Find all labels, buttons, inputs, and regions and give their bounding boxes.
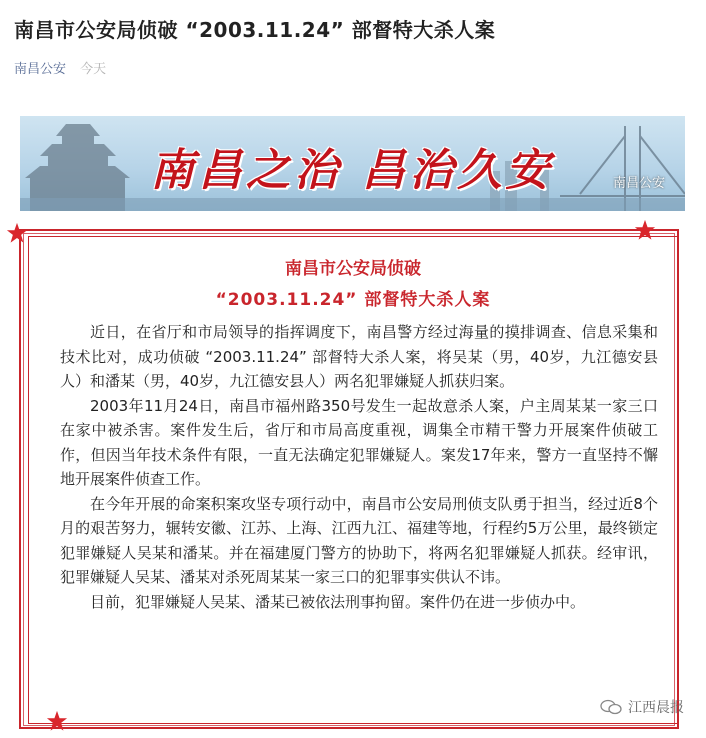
article-body [60,320,658,614]
banner-watermark: 南昌公安 [612,176,665,191]
content-title-line1: 南昌市公安局侦破 [285,259,421,279]
article-title: 南昌市公安局侦破 “2003.11.24” 部督特大杀人案 [14,18,496,42]
content-title-line2: “2003.11.24” 部督特大杀人案 [215,290,491,310]
banner-image [20,116,685,211]
star-icon [634,219,656,241]
author-link[interactable]: 南昌公安 [14,62,67,77]
paragraph: 近日，在省厅和市局领导的指挥调度下，南昌警方经过海量的摸排调查、信息采集和技术比对，成功侦破 “2003.11.24” 部督特大杀人案，将吴某（男，40岁，九江德安县人）和潘某（男，40岁，九江德安县人）两名犯罪嫌疑人抓获归案。 [60,323,658,390]
source-watermark-text: 江西晨报 [628,700,684,716]
paragraph: 在今年开展的命案积案攻坚专项行动中，南昌市公安局刑侦支队勇于担当，经过近8个月的艰苦努力，辗转安徽、江苏、上海、江西九江、福建等地，行程约5万公里，最终锁定犯罪嫌疑人吴某和潘某。并在福建厦门警方的协助下，将两名犯罪嫌疑人抓获。经审讯，犯罪嫌疑人吴某、潘某对杀死周某某一家三口的犯罪事实供认不讳。 [60,494,658,586]
article-meta [14,58,106,77]
paragraph: 2003年11月24日，南昌市福州路350号发生一起故意杀人案，户主周某某一家三口在家中被杀害。案件发生后，省厅和市局高度重视，调集全市精干警力开展案件侦破工作，但因当年技术条件有限，一直无法确定犯罪嫌疑人。案发17年来，警方一直坚持不懈地开展案件侦查工作。 [60,396,658,488]
wechat-icon [600,699,622,715]
paragraph: 目前，犯罪嫌疑人吴某、潘某已被依法刑事拘留。案件仍在进一步侦办中。 [90,592,586,611]
source-watermark [600,697,684,717]
star-icon [6,222,28,244]
publish-date: 今天 [80,62,107,77]
star-icon [46,710,68,732]
banner-slogan: 南昌之治 昌治久安 [150,145,554,196]
